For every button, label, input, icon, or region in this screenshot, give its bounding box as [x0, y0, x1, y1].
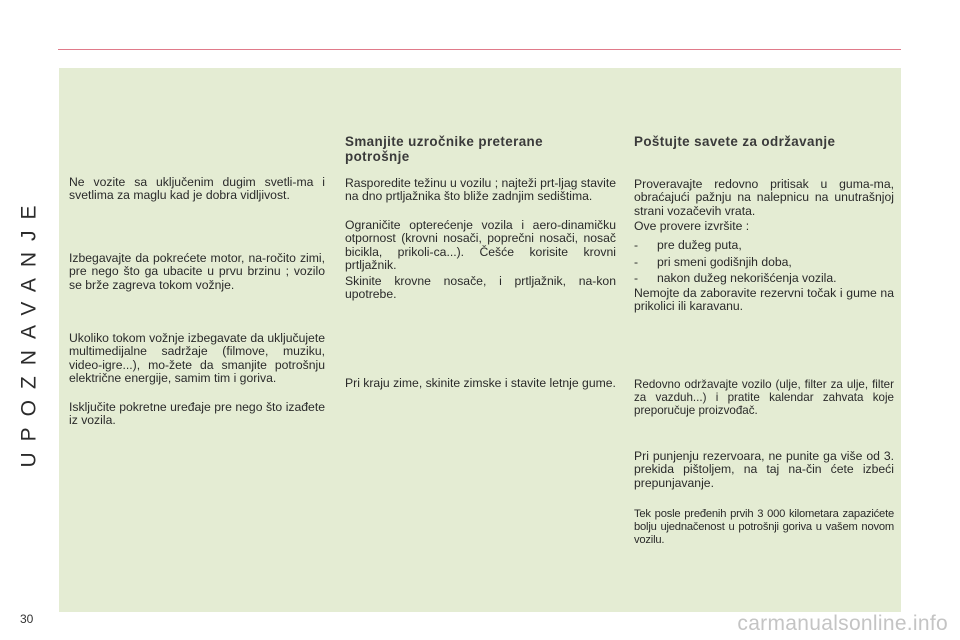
list-item: [634, 270, 894, 287]
top-divider: [58, 49, 901, 50]
col3-p5: Pri punjenju rezervoara, ne punite ga više od 3. prekida pištoljem, na taj na-čin ćete izbeći prepunjavanje.: [634, 449, 894, 490]
col1-p4: Isključite pokretne uređaje pre nego što izađete iz vozila.: [69, 400, 325, 428]
col2-paragraph-2: [345, 219, 616, 273]
list-item: [634, 237, 894, 254]
col3-heading: Poštujte savete za održavanje: [634, 134, 836, 149]
col2-paragraph-4: [345, 377, 616, 390]
list-dash: -: [634, 254, 639, 269]
col3-paragraph-2: [634, 220, 894, 233]
list-item-text: nakon dužeg nekorišćenja vozila.: [657, 271, 837, 285]
list-dash: -: [634, 238, 639, 252]
col2-p1: Rasporedite težinu u vozilu ; najteži prt-ljag stavite na dno prtljažnika što bliže zadnjim sedištima.: [345, 176, 616, 204]
col1-p1: Ne vozite sa uključenim dugim svetli-ma i svetlima za maglu kad je dobra vidljivost.: [69, 175, 325, 203]
col1-paragraph-2: [69, 252, 325, 292]
col3-checklist: [634, 237, 894, 287]
col2-p4: Pri kraju zime, skinite zimske i stavite letnje gume.: [345, 376, 616, 390]
col1-paragraph-4: [69, 401, 325, 428]
col1-p3: Ukoliko tokom vožnje izbegavate da uključujete multimedijalne sadržaje (filmove, muziku, video-igre...), mo-žete da smanjite potrošnju električne energije, samim tim i goriva.: [69, 331, 325, 386]
page-number: 30: [20, 612, 34, 626]
col3-paragraph-4: [634, 378, 894, 418]
col1-paragraph-1: [69, 176, 325, 203]
col2-paragraph-1: [345, 177, 616, 204]
col3-p3: Nemojte da zaboravite rezervni točak i gume na prikolici ili karavanu.: [634, 286, 894, 314]
list-item-text: pre dužeg puta,: [657, 238, 742, 252]
col2-p2: Ograničite opterećenje vozila i aero-dinamičku otpornost (krovni nosači, poprečni nosači, nosač bicikla, prikoli-ca...). Češće korisite krovni prtljažnik.: [345, 218, 616, 273]
col3-paragraph-3: [634, 287, 894, 314]
col3-paragraph-1: [634, 178, 894, 218]
list-dash: -: [634, 271, 639, 285]
chapter-title-text: UPOZNAVANJE: [18, 194, 42, 468]
col3-paragraph-5: [634, 450, 894, 490]
col1-p2: Izbegavajte da pokrećete motor, na-ročito zimi, pre nego što ga ubacite u prvu brzinu ; vozilo se brže zagreva tokom vožnje.: [69, 251, 325, 292]
col3-paragraph-6: [634, 508, 894, 546]
col2-paragraph-3: [345, 275, 616, 302]
chapter-title: [12, 196, 48, 466]
col2-p3: Skinite krovne nosače, i prtljažnik, na-kon upotrebe.: [345, 274, 616, 302]
col2-heading: Smanjite uzročnike preterane potrošnje: [345, 134, 543, 164]
list-item-text: pri smeni godišnjih doba,: [657, 254, 792, 269]
col3-p4: Redovno održavajte vozilo (ulje, filter za ulje, filter za vazduh...) i pratite kalendar zahvata koje preporučuje proizvođač.: [634, 378, 894, 418]
col3-p6: Tek posle pređenih prvih 3 000 kilometara zapazićete bolju ujednačenost u potrošnji goriva u vašem novom vozilu.: [634, 508, 894, 546]
list-item: [634, 254, 894, 271]
col1-paragraph-3: [69, 332, 325, 386]
watermark-text: carmanualsonline.info: [737, 612, 948, 635]
col3-p1: Proveravajte redovno pritisak u guma-ma, obraćajući pažnju na nalepnicu na unutrašnjoj strani vozačevih vrata.: [634, 177, 894, 218]
col3-p2: Ove provere izvršite :: [634, 219, 750, 233]
